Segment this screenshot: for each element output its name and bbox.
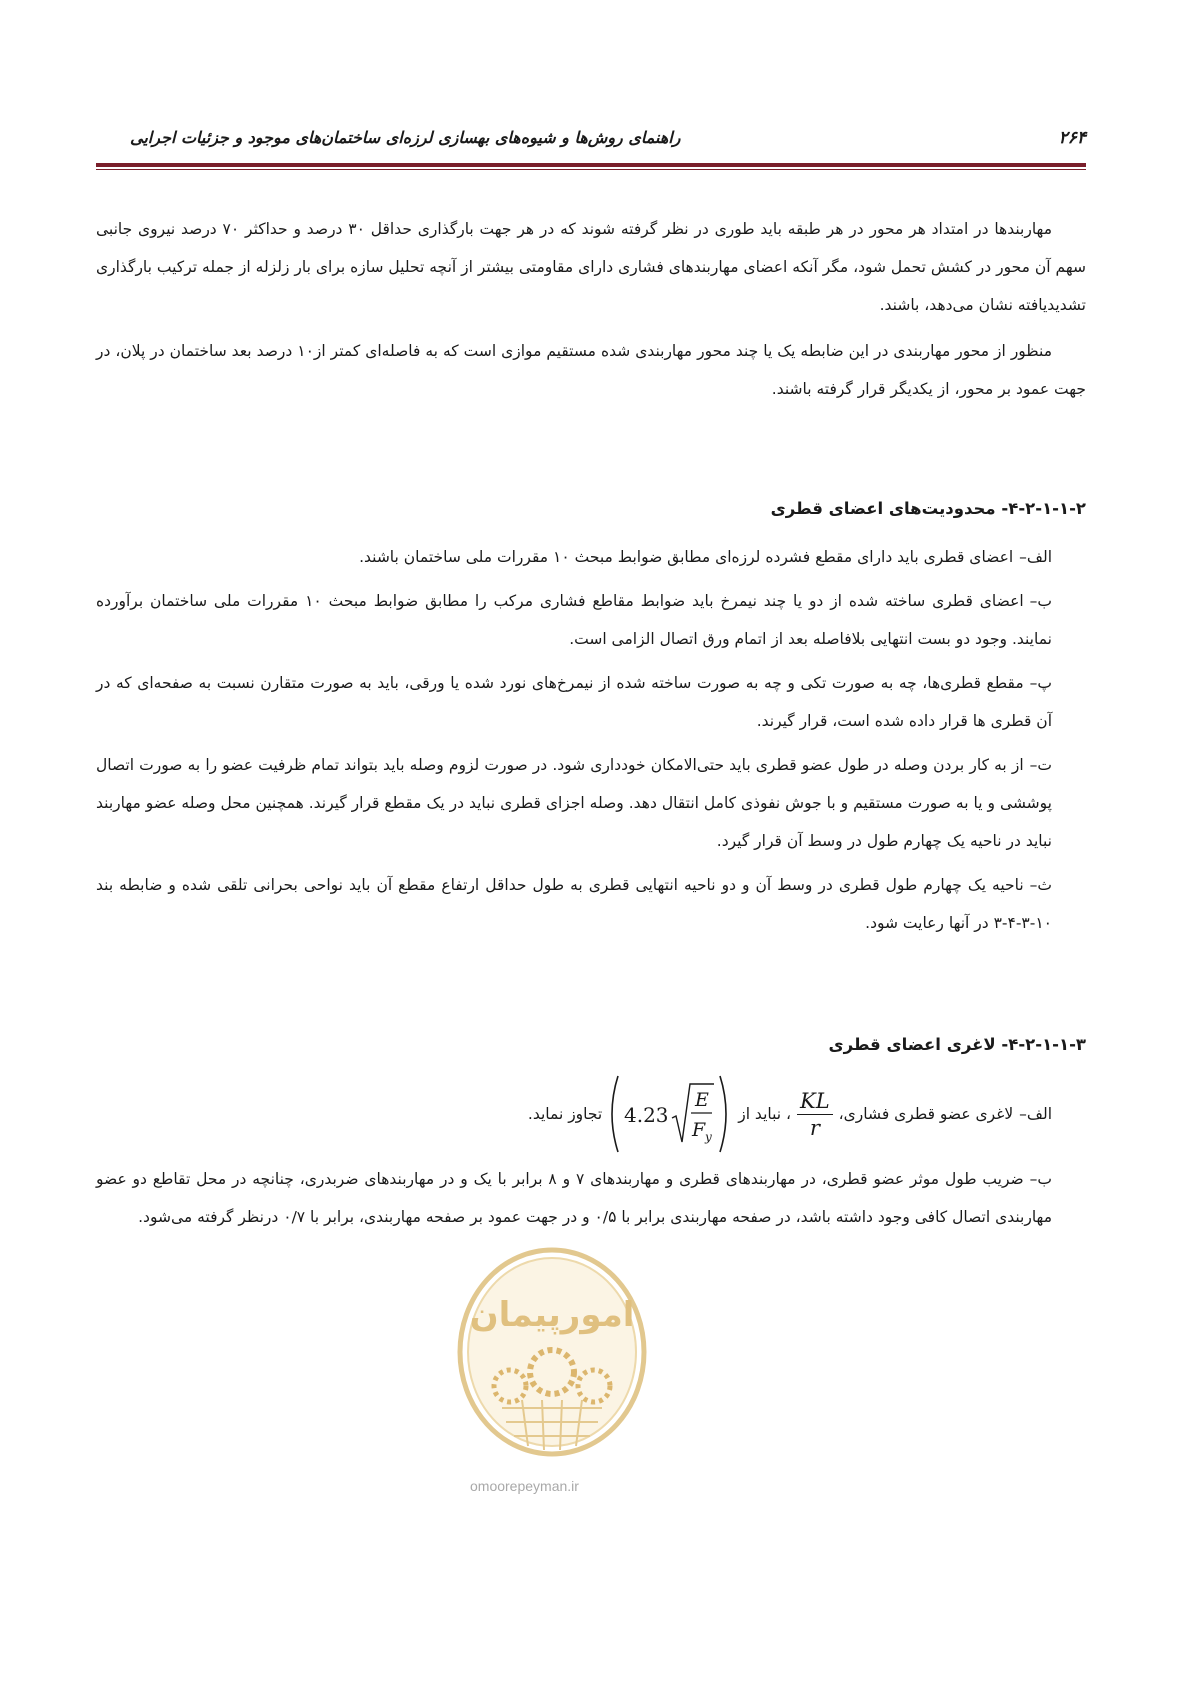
fraction-denominator: r bbox=[809, 1115, 820, 1140]
formula-coefficient: 4.23 bbox=[624, 1103, 669, 1127]
watermark-url: omoorepeyman.ir bbox=[470, 1478, 579, 1494]
list-item bbox=[96, 746, 1086, 860]
item-text: اعضای قطری ساخته شده از دو یا چند نیمرخ باید ضوابط مقاطع فشاری مرکب را مطابق ضوابط مبحث ۱۰ مقررات ملی ساختمان برآورده نمایند. وجود دو بست انتهایی بلافاصله بعد از اتمام ورق اتصال الزامی است. bbox=[96, 592, 1052, 648]
section-heading-diagonal-slenderness: ۴-۲-۱-۱-۳- لاغری اعضای قطری bbox=[828, 1035, 1086, 1054]
limit-expression bbox=[608, 1072, 732, 1156]
formula-text-middle: ، نباید از bbox=[738, 1105, 792, 1123]
list-item bbox=[96, 1160, 1086, 1236]
item-label: ب– bbox=[1029, 592, 1052, 610]
formula-text-before: لاغری عضو قطری فشاری، bbox=[838, 1105, 1014, 1123]
intro-paragraph-1: مهاربندها در امتداد هر محور در هر طبقه باید طوری در نظر گرفته شوند که در هر جهت بارگذاری حداقل ۳۰ درصد و حداکثر ۷۰ درصد نیروی جانبی سهم آن محور در کشش تحمل شود، مگر آنکه اعضای مهاربندهای فشاری دارای مقاومتی بیشتر از آنچه تحلیل سازه برای بار زلزله از جمله ترکیب بارگذاری تشدیدیافته نشان می‌دهد، باشند. bbox=[96, 220, 1086, 314]
page-number: ۲۶۴ bbox=[1058, 128, 1086, 148]
formula-text-after: تجاوز نماید. bbox=[527, 1105, 603, 1123]
item-text: مقطع قطری‌ها، چه به صورت تکی و چه به صورت ساخته شده از نیمرخ‌های نورد شده یا ورقی، باید به صورت متقارن نسبت به صفحه‌ای که در آن قطری ها قرار داده شده است، قرار گیرند. bbox=[96, 674, 1052, 730]
section-heading-diagonal-limits: ۴-۲-۱-۱-۲- محدودیت‌های اعضای قطری bbox=[770, 499, 1086, 518]
watermark-logo-text: امورپیمان bbox=[469, 1295, 635, 1335]
item-text: ضریب طول موثر عضو قطری، در مهاربندهای قطری و مهاربندهای ۷ و ۸ برابر با یک و در مهاربندهای ضربدری، چنانچه در محل تقاطع دو عضو مهاربندی اتصال کافی وجود داشته باشد، در صفحه مهاربندی برابر با ۰/۵ و در جهت عمود بر صفحه مهاربندی، برابر با ۰/۷ درنظر گرفته می‌شود. bbox=[96, 1170, 1052, 1226]
running-title: راهنمای روش‌ها و شیوه‌های بهسازی لرزه‌ای ساختمان‌های موجود و جزئیات اجرایی bbox=[130, 128, 681, 147]
item-label: ت– bbox=[1029, 756, 1052, 774]
right-paren bbox=[720, 1076, 726, 1152]
sqrt-denominator: F bbox=[692, 1119, 706, 1141]
item-label: ث– bbox=[1029, 876, 1052, 894]
list-item bbox=[96, 582, 1086, 658]
fraction-numerator: KL bbox=[797, 1088, 833, 1115]
watermark-logo bbox=[450, 1240, 655, 1470]
item-label: الف– bbox=[1019, 548, 1052, 566]
header-rule-thin bbox=[96, 169, 1086, 170]
list-item bbox=[96, 664, 1086, 740]
slenderness-fraction bbox=[797, 1088, 833, 1141]
item-text: از به کار بردن وصله در طول عضو قطری باید حتی‌الامکان خودداری شود. در صورت لزوم وصله باید بتواند تمام ظرفیت عضو را به صورت اتصال پوششی و یا به صورت مستقیم و با جوش نفوذی کامل انتقال دهد. وصله اجزای قطری نباید در یک مقطع قرار گیرند. همچنین محل وصله عضو مهاربند نباید در ناحیه یک چهارم طول در وسط آن قرار گیرد. bbox=[96, 756, 1052, 850]
left-paren bbox=[612, 1076, 618, 1152]
header-rule-thick bbox=[96, 163, 1086, 167]
item-text: ناحیه یک چهارم طول قطری در وسط آن و دو ناحیه انتهایی قطری به طول حداقل ارتفاع مقطع آن باید نواحی بحرانی تلقی شده و ضابطه بند ۱۰-۳-۴-۳ در آنها رعایت شود. bbox=[96, 876, 1052, 932]
limit-expression-svg bbox=[608, 1072, 732, 1156]
item-label: پ– bbox=[1029, 674, 1052, 692]
list-item bbox=[96, 866, 1086, 942]
list-item bbox=[96, 538, 1086, 576]
page-body bbox=[96, 210, 1086, 1242]
item-label: الف– bbox=[1019, 1105, 1052, 1123]
item-text: اعضای قطری باید دارای مقطع فشرده لرزه‌ای مطابق ضوابط مبحث ۱۰ مقررات ملی ساختمان باشند. bbox=[359, 548, 1014, 566]
page-header bbox=[96, 124, 1086, 154]
intro-paragraph-2: منظور از محور مهاربندی در این ضابطه یک یا چند محور مهاربندی شده مستقیم موازی است که به فاصله‌ای کمتر از۱۰ درصد بعد ساختمان در پلان، در جهت عمود بر محور، از یکدیگر قرار گرفته باشند. bbox=[96, 342, 1086, 398]
sqrt-denominator-subscript: y bbox=[705, 1130, 712, 1144]
item-label: ب– bbox=[1029, 1170, 1052, 1188]
sqrt-numerator: E bbox=[695, 1089, 710, 1111]
formula-list-item bbox=[96, 1072, 1086, 1156]
